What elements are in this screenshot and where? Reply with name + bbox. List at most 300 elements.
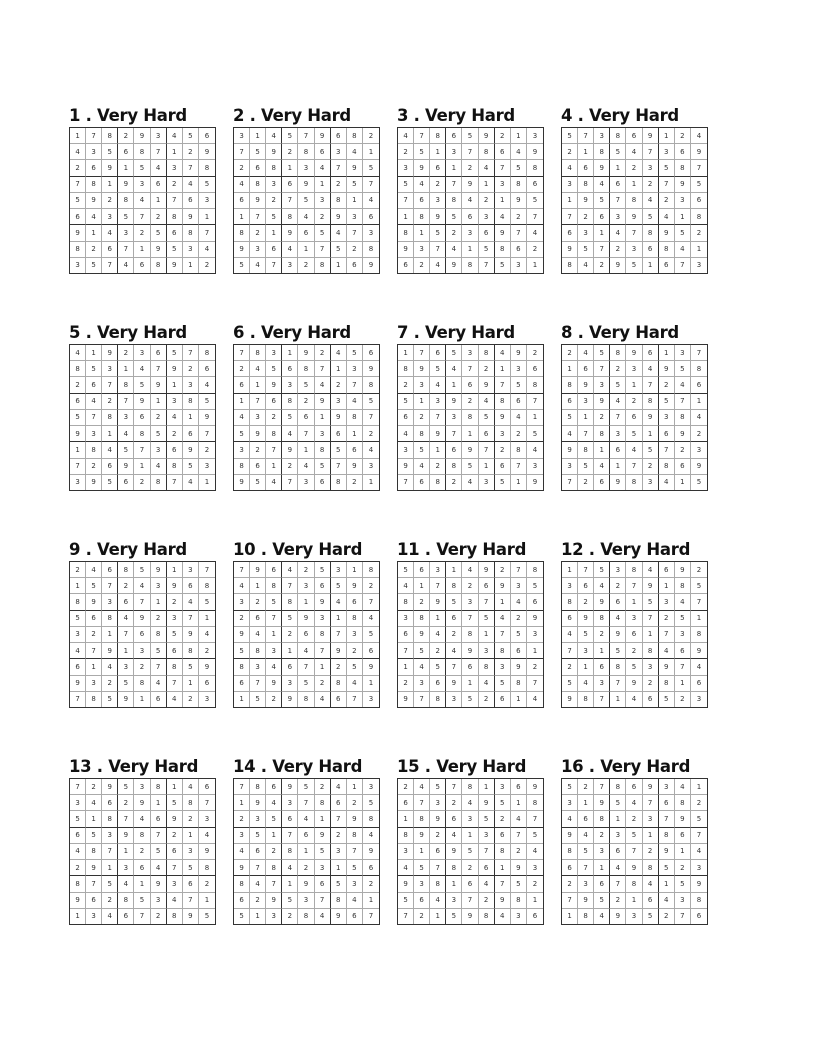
sudoku-cell: 8 [199,160,215,176]
sudoku-cell: 3 [250,242,266,258]
sudoku-cell: 6 [578,578,594,594]
sudoku-cell: 9 [675,811,691,827]
sudoku-cell: 1 [118,844,134,860]
sudoku-cell: 5 [578,242,594,258]
sudoku-cell: 2 [204,261,210,270]
sudoku-cell: 4 [282,860,298,876]
sudoku-cell: 7 [527,811,543,827]
sudoku-cell: 3 [118,410,134,426]
sudoku-cell: 4 [527,442,543,458]
puzzle-title: 7 . Very Hard [397,323,515,342]
sudoku-cell: 4 [86,394,102,410]
sudoku-cell: 5 [199,394,215,410]
sudoku-cell: 1 [118,361,134,377]
sudoku-cell: 1 [675,844,691,860]
sudoku-cell: 4 [398,578,414,594]
sudoku-cell: 9 [495,893,511,909]
sudoku-cell: 6 [578,160,594,176]
sudoku-cell: 3 [594,128,610,144]
sudoku-cell: 5 [86,578,102,594]
sudoku-cell: 6 [398,627,414,643]
sudoku-cell: 5 [527,193,543,209]
sudoku-cell: 8 [234,225,250,241]
sudoku-cell: 6 [462,876,478,892]
sudoku-cell: 6 [118,144,134,160]
sudoku-cell: 8 [234,876,250,892]
sudoku-cell: 7 [511,459,527,475]
sudoku-cell: 9 [134,795,150,811]
sudoku-cell: 2 [626,643,642,659]
sudoku-cell: 5 [250,475,266,490]
sudoku-cell: 3 [527,459,543,475]
sudoku-cell: 7 [266,611,282,627]
sudoku-cell: 7 [659,442,675,458]
sudoku-cell: 3 [315,860,331,876]
sudoku-cell: 9 [594,160,610,176]
sudoku-cell: 2 [266,410,282,426]
sudoku-cell: 9 [234,627,250,643]
sudoku-cell: 5 [86,258,102,273]
sudoku-cell: 2 [594,627,610,643]
sudoku-cell: 9 [363,844,379,860]
sudoku-cell: 1 [414,844,430,860]
sudoku-cell: 4 [234,177,250,193]
sudoku-cell: 3 [331,562,347,578]
sudoku-cell: 7 [430,410,446,426]
sudoku-cell: 5 [430,779,446,795]
sudoku-cell: 9 [446,394,462,410]
sudoku-cell: 8 [134,144,150,160]
sudoku-cell: 9 [626,345,642,361]
sudoku-cell: 6 [479,860,495,876]
sudoku-cell: 9 [462,643,478,659]
sudoku-cell: 8 [643,225,659,241]
sudoku-cell: 5 [398,893,414,909]
sudoku-cell: 6 [86,377,102,393]
sudoku-cell: 5 [363,627,379,643]
sudoku-cell: 2 [446,795,462,811]
sudoku-cell: 1 [414,394,430,410]
sudoku-cell: 2 [70,860,86,876]
sudoku-cell: 5 [594,562,610,578]
sudoku-cell: 4 [462,475,478,490]
sudoku-cell: 6 [234,893,250,909]
sudoku-cell: 3 [562,578,578,594]
sudoku-cell: 4 [86,795,102,811]
sudoku-cell: 7 [298,795,314,811]
puzzle-title: 2 . Very Hard [233,106,351,125]
sudoku-cell: 2 [250,594,266,610]
sudoku-cell: 7 [691,345,707,361]
sudoku-cell: 2 [462,394,478,410]
sudoku-cell: 3 [643,475,659,490]
sudoku-cell: 6 [527,594,543,610]
sudoku-cell: 8 [430,876,446,892]
sudoku-cell: 6 [578,361,594,377]
sudoku-cell: 2 [151,209,167,225]
sudoku-cell: 8 [495,643,511,659]
sudoku-cell: 4 [102,909,118,924]
sudoku-cell: 5 [70,193,86,209]
sudoku-cell: 2 [610,578,626,594]
sudoku-cell: 7 [495,377,511,393]
sudoku-cell: 4 [578,345,594,361]
sudoku-cell: 3 [266,643,282,659]
sudoku-cell: 8 [446,578,462,594]
sudoku-cell: 7 [199,795,215,811]
sudoku-cell: 9 [398,692,414,707]
sudoku-cell: 6 [199,676,215,692]
sudoku-cell: 3 [347,361,363,377]
sudoku-cell: 5 [347,177,363,193]
sudoku-cell: 6 [446,128,462,144]
sudoku-cell: 1 [167,779,183,795]
sudoku-cell: 7 [86,643,102,659]
sudoku-cell: 5 [511,627,527,643]
sudoku-cell: 2 [495,128,511,144]
sudoku-cell: 2 [675,128,691,144]
sudoku-cell: 4 [183,779,199,795]
sudoku-cell: 3 [659,594,675,610]
sudoku-cell: 1 [266,459,282,475]
sudoku-cell: 5 [643,909,659,924]
sudoku-cell: 5 [462,692,478,707]
sudoku-cell: 8 [430,692,446,707]
sudoku-grid [561,561,708,708]
sudoku-cell: 8 [266,426,282,442]
sudoku-cell: 6 [479,578,495,594]
sudoku-cell: 8 [363,811,379,827]
sudoku-cell: 2 [234,811,250,827]
sudoku-cell: 5 [626,258,642,273]
sudoku-cell: 6 [183,193,199,209]
sudoku-cell: 5 [446,209,462,225]
sudoku-cell: 1 [86,345,102,361]
sudoku-cell: 9 [578,193,594,209]
sudoku-cell: 4 [462,795,478,811]
sudoku-cell: 1 [398,811,414,827]
sudoku-cell: 7 [167,193,183,209]
sudoku-cell: 7 [331,459,347,475]
sudoku-cell: 4 [347,893,363,909]
sudoku-cell: 7 [511,225,527,241]
sudoku-cell: 2 [659,193,675,209]
sudoku-cell: 1 [167,144,183,160]
sudoku-cell: 7 [70,779,86,795]
sudoku-cell: 7 [298,128,314,144]
sudoku-cell: 1 [363,893,379,909]
sudoku-cell: 1 [562,361,578,377]
sudoku-cell: 6 [315,144,331,160]
sudoku-cell: 8 [430,128,446,144]
sudoku-cell: 8 [495,242,511,258]
sudoku-cell: 7 [250,860,266,876]
sudoku-cell: 3 [578,876,594,892]
sudoku-cell: 2 [527,242,543,258]
sudoku-cell: 4 [167,410,183,426]
sudoku-cell: 1 [462,828,478,844]
sudoku-cell: 8 [398,225,414,241]
sudoku-cell: 1 [675,209,691,225]
sudoku-cell: 2 [118,578,134,594]
sudoku-cell: 1 [675,676,691,692]
sudoku-cell: 1 [398,209,414,225]
sudoku-cell: 3 [610,426,626,442]
sudoku-cell: 2 [495,442,511,458]
sudoku-cell: 7 [183,345,199,361]
sudoku-cell: 2 [562,876,578,892]
sudoku-cell: 1 [315,177,331,193]
sudoku-cell: 3 [462,811,478,827]
sudoku-cell: 4 [363,193,379,209]
sudoku-cell: 1 [266,627,282,643]
sudoku-cell: 3 [282,795,298,811]
sudoku-cell: 9 [495,578,511,594]
sudoku-cell: 3 [398,160,414,176]
sudoku-cell: 4 [594,459,610,475]
sudoku-cell: 5 [511,160,527,176]
sudoku-cell: 4 [398,860,414,876]
sudoku-cell: 8 [562,844,578,860]
sudoku-cell: 1 [183,410,199,426]
sudoku-cell: 3 [643,659,659,675]
sudoku-cell: 5 [102,475,118,490]
sudoku-cell: 1 [532,261,538,270]
sudoku-cell: 8 [398,594,414,610]
sudoku-cell: 8 [626,876,642,892]
sudoku-cell: 8 [659,828,675,844]
sudoku-cell: 9 [151,242,167,258]
sudoku-cell: 9 [527,144,543,160]
sudoku-cell: 5 [594,893,610,909]
sudoku-cell: 2 [430,177,446,193]
sudoku-cell: 7 [282,578,298,594]
sudoku-cell: 8 [70,594,86,610]
sudoku-cell: 6 [495,144,511,160]
sudoku-cell: 9 [532,478,538,487]
sudoku-cell: 3 [626,611,642,627]
sudoku-cell: 2 [86,779,102,795]
sudoku-cell: 7 [134,909,150,924]
sudoku-cell: 8 [446,459,462,475]
sudoku-cell: 5 [430,659,446,675]
sudoku-grid [561,344,708,491]
sudoku-cell: 5 [282,611,298,627]
sudoku-cell: 9 [331,209,347,225]
sudoku-cell: 9 [282,779,298,795]
sudoku-cell: 3 [70,627,86,643]
sudoku-cell: 2 [578,209,594,225]
sudoku-cell: 8 [183,225,199,241]
sudoku-cell: 9 [315,594,331,610]
sudoku-cell: 1 [234,795,250,811]
sudoku-cell: 1 [511,795,527,811]
sudoku-cell: 8 [479,144,495,160]
sudoku-cell: 9 [495,410,511,426]
sudoku-cell: 5 [70,611,86,627]
sudoku-cell: 5 [594,345,610,361]
sudoku-cell: 4 [610,611,626,627]
sudoku-cell: 2 [446,627,462,643]
sudoku-cell: 1 [250,909,266,924]
sudoku-cell: 4 [479,394,495,410]
sudoku-cell: 4 [578,258,594,273]
sudoku-cell: 6 [462,377,478,393]
sudoku-cell: 4 [118,611,134,627]
sudoku-cell: 1 [578,144,594,160]
sudoku-cell: 3 [626,909,642,924]
sudoku-cell: 7 [86,410,102,426]
sudoku-cell: 6 [250,459,266,475]
sudoku-cell: 8 [430,475,446,490]
sudoku-cell: 1 [298,242,314,258]
sudoku-cell: 6 [659,258,675,273]
sudoku-cell: 5 [578,844,594,860]
sudoku-cell: 5 [151,426,167,442]
sudoku-cell: 8 [446,193,462,209]
sudoku-cell: 2 [347,795,363,811]
sudoku-cell: 6 [462,659,478,675]
sudoku-cell: 8 [151,779,167,795]
sudoku-cell: 5 [167,345,183,361]
sudoku-cell: 7 [134,442,150,458]
sudoku-grid [69,561,216,708]
sudoku-cell: 5 [626,426,642,442]
sudoku-cell: 7 [446,177,462,193]
sudoku-cell: 7 [691,594,707,610]
sudoku-cell: 8 [167,659,183,675]
sudoku-cell: 2 [578,779,594,795]
sudoku-cell: 2 [562,144,578,160]
sudoku-cell: 1 [199,611,215,627]
sudoku-cell: 5 [675,876,691,892]
sudoku-grid [233,127,380,274]
sudoku-grid [397,344,544,491]
sudoku-puzzle [233,322,381,491]
sudoku-puzzle [397,105,545,274]
sudoku-cell: 9 [594,594,610,610]
sudoku-cell: 2 [462,860,478,876]
sudoku-cell: 3 [199,811,215,827]
sudoku-cell: 7 [250,676,266,692]
sudoku-cell: 3 [102,361,118,377]
sudoku-cell: 9 [102,779,118,795]
sudoku-cell: 5 [691,177,707,193]
sudoku-cell: 1 [446,876,462,892]
sudoku-cell: 6 [511,643,527,659]
sudoku-cell: 1 [578,795,594,811]
sudoku-cell: 5 [204,912,210,921]
sudoku-cell: 3 [86,144,102,160]
sudoku-cell: 7 [70,177,86,193]
sudoku-cell: 8 [479,345,495,361]
sudoku-cell: 9 [527,611,543,627]
sudoku-cell: 6 [691,377,707,393]
sudoku-cell: 7 [151,144,167,160]
sudoku-cell: 3 [282,676,298,692]
sudoku-cell: 5 [70,410,86,426]
sudoku-cell: 4 [266,128,282,144]
sudoku-cell: 3 [479,828,495,844]
sudoku-cell: 5 [430,361,446,377]
sudoku-cell: 1 [298,844,314,860]
sudoku-cell: 7 [199,426,215,442]
sudoku-puzzle [561,105,709,274]
sudoku-cell: 5 [398,394,414,410]
sudoku-cell: 2 [183,811,199,827]
sudoku-cell: 8 [594,811,610,827]
sudoku-cell: 8 [691,627,707,643]
sudoku-cell: 3 [250,410,266,426]
sudoku-cell: 9 [118,828,134,844]
sudoku-cell: 9 [398,876,414,892]
sudoku-cell: 8 [527,377,543,393]
sudoku-cell: 1 [167,562,183,578]
sudoku-cell: 2 [511,611,527,627]
sudoku-cell: 9 [511,193,527,209]
sudoku-cell: 8 [167,459,183,475]
sudoku-cell: 6 [315,475,331,490]
sudoku-grid [233,778,380,925]
sudoku-cell: 3 [331,844,347,860]
sudoku-cell: 8 [479,909,495,924]
sudoku-cell: 3 [167,876,183,892]
sudoku-cell: 4 [594,578,610,594]
sudoku-cell: 7 [347,692,363,707]
sudoku-cell: 3 [696,695,702,704]
sudoku-cell: 1 [70,909,86,924]
sudoku-cell: 9 [250,193,266,209]
sudoku-cell: 9 [511,659,527,675]
sudoku-cell: 4 [183,475,199,490]
sudoku-cell: 8 [659,242,675,258]
sudoku-cell: 5 [331,578,347,594]
sudoku-cell: 1 [70,578,86,594]
sudoku-cell: 2 [462,160,478,176]
sudoku-cell: 2 [282,909,298,924]
sudoku-cell: 7 [250,209,266,225]
sudoku-cell: 1 [610,692,626,707]
sudoku-cell: 8 [282,209,298,225]
sudoku-cell: 9 [446,258,462,273]
sudoku-cell: 8 [134,426,150,442]
sudoku-cell: 9 [266,144,282,160]
sudoku-cell: 3 [479,475,495,490]
sudoku-cell: 4 [199,627,215,643]
sudoku-cell: 9 [562,692,578,707]
sudoku-cell: 4 [134,811,150,827]
sudoku-cell: 9 [562,442,578,458]
sudoku-cell: 6 [414,193,430,209]
sudoku-cell: 7 [462,611,478,627]
sudoku-cell: 4 [562,627,578,643]
sudoku-cell: 3 [167,160,183,176]
sudoku-cell: 5 [347,659,363,675]
sudoku-cell: 7 [643,611,659,627]
sudoku-grid [397,561,544,708]
sudoku-cell: 6 [610,844,626,860]
puzzle-title: 10 . Very Hard [233,540,363,559]
sudoku-cell: 2 [610,893,626,909]
sudoku-cell: 1 [594,225,610,241]
sudoku-cell: 3 [562,177,578,193]
sudoku-cell: 4 [462,562,478,578]
sudoku-cell: 2 [398,144,414,160]
sudoku-cell: 9 [183,442,199,458]
sudoku-cell: 9 [610,475,626,490]
sudoku-cell: 6 [675,144,691,160]
sudoku-cell: 8 [578,692,594,707]
